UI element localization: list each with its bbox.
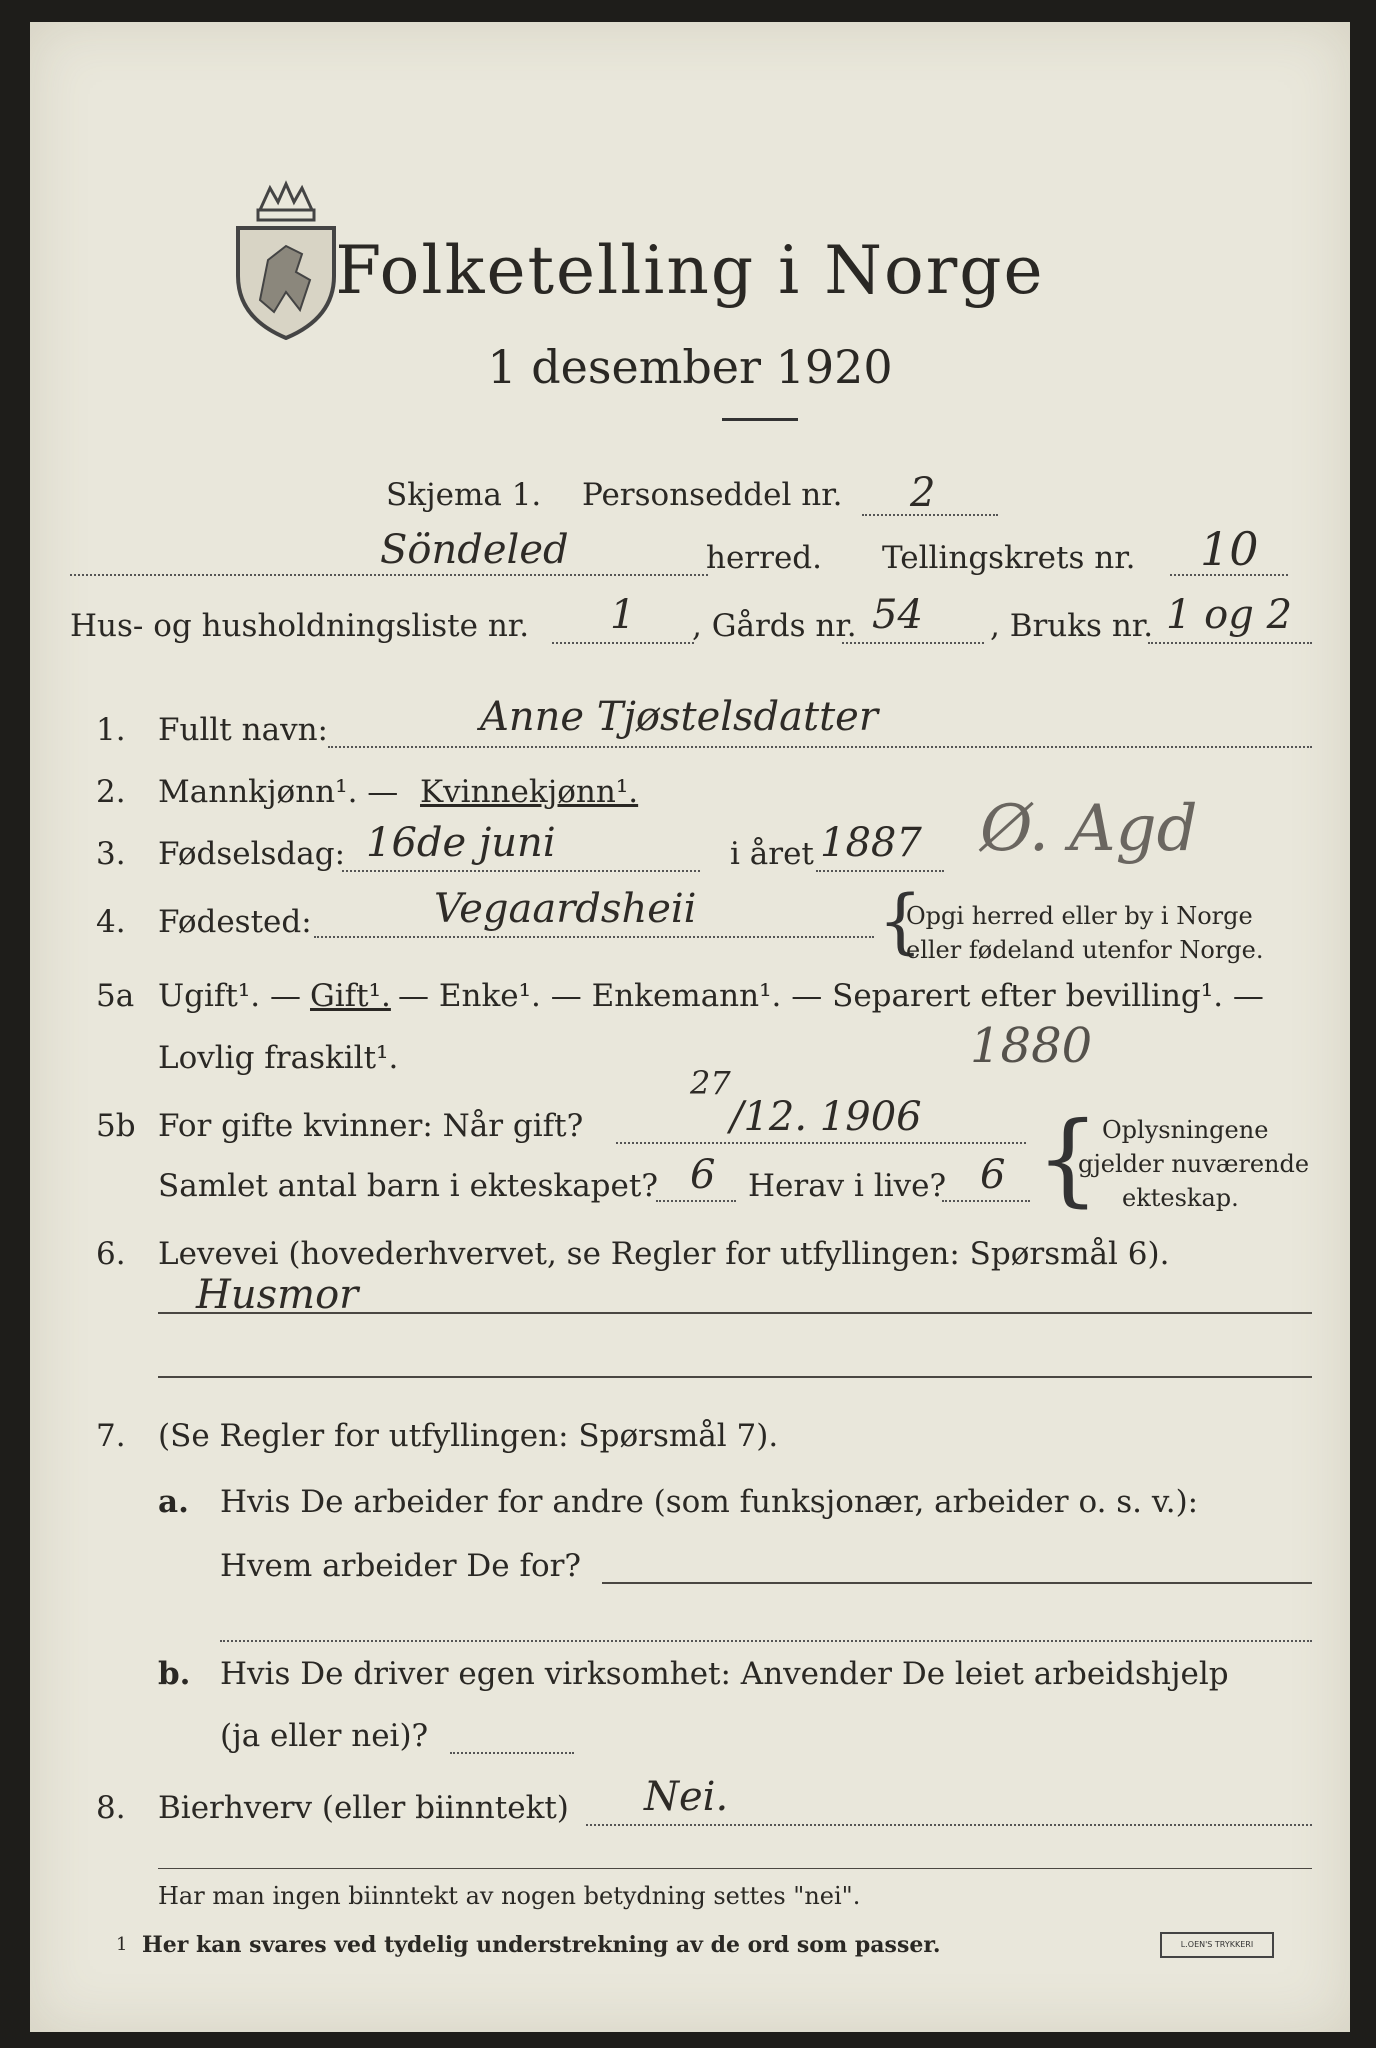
q1-label: Fullt navn: [158, 712, 328, 748]
q7a-letter: a. [158, 1484, 189, 1520]
q1-number: 1. [96, 712, 126, 748]
side-income-field[interactable]: Nei. [644, 1774, 729, 1820]
q4-note-1: Opgi herred eller by i Norge [906, 902, 1253, 930]
tellingskrets-label: Tellingskrets nr. [882, 540, 1136, 576]
q5a-other-options[interactable]: — Enke¹. — Enkemann¹. — Separert efter bevilling¹. — [398, 978, 1264, 1014]
q7-label: (Se Regler for utfyllingen: Spørsmål 7). [158, 1418, 779, 1454]
q3-pencil-annotation: Ø. Agd [980, 792, 1198, 866]
q2-female-option[interactable]: Kvinnekjønn¹. [420, 774, 639, 810]
marriage-date-field[interactable]: /12. 1906 [730, 1094, 922, 1140]
occupation-field[interactable]: Husmor [196, 1272, 359, 1318]
q5a-unmarried-option[interactable]: Ugift¹. — [158, 978, 301, 1014]
q3-year-label: i året [730, 836, 814, 872]
husliste-label: Hus- og husholdningsliste nr. [70, 608, 530, 644]
q2-number: 2. [96, 774, 126, 810]
q5b-note-3: ekteskap. [1122, 1184, 1239, 1212]
herred-label: herred. [706, 540, 822, 576]
q5a-married-option[interactable]: Gift¹. [310, 978, 391, 1014]
q5b-label: For gifte kvinner: Når gift? [158, 1108, 584, 1144]
q8-label: Bierhverv (eller biinntekt) [158, 1790, 569, 1826]
q4-note-2: eller fødeland utenfor Norge. [906, 936, 1264, 964]
q5b-children-label: Samlet antal barn i ekteskapet? [158, 1168, 658, 1204]
schema-label: Skjema 1. [386, 477, 542, 513]
marriage-day-field[interactable]: 27 [690, 1064, 731, 1102]
footnote-mark: 1 [116, 1934, 128, 1955]
q5a-number: 5a [96, 978, 135, 1014]
birthplace-field[interactable]: Vegaardsheii [434, 886, 697, 932]
q7b-label-2: (ja eller nei)? [220, 1718, 429, 1754]
q3-number: 3. [96, 836, 126, 872]
q7a-label: Hvis De arbeider for andre (som funksjonær, arbeider o. s. v.): [220, 1484, 1199, 1520]
children-alive-field[interactable]: 6 [980, 1152, 1006, 1198]
full-name-field[interactable]: Anne Tjøstelsdatter [480, 694, 878, 740]
q8-number: 8. [96, 1790, 126, 1826]
birth-year-field[interactable]: 1887 [820, 820, 922, 866]
bruks-label: , Bruks nr. [990, 608, 1154, 644]
title-divider [722, 418, 798, 421]
q5b-note-1: Oplysningene [1102, 1116, 1269, 1144]
husliste-field[interactable]: 1 [610, 592, 636, 638]
employer-field[interactable] [602, 1582, 1312, 1584]
footer-note: Har man ingen biinntekt av nogen betydning settes "nei". [158, 1882, 861, 1910]
tellingskrets-field[interactable]: 10 [1200, 522, 1259, 576]
form-title: Folketelling i Norge [335, 232, 1045, 309]
q4-label: Fødested: [158, 904, 312, 940]
q5b-note-2: gjelder nuværende [1078, 1150, 1310, 1178]
census-date: 1 desember 1920 [487, 340, 893, 394]
personseddel-field[interactable]: 2 [910, 470, 936, 516]
footnote: Her kan svares ved tydelig understrekning av de ord som passer. [142, 1932, 941, 1958]
hired-help-field[interactable] [450, 1752, 574, 1754]
q5b-alive-label: Herav i live? [748, 1168, 947, 1204]
q5b-number: 5b [96, 1108, 136, 1144]
q5a-pencil-annotation: 1880 [970, 1018, 1093, 1074]
printer-stamp: L.OEN'S TRYKKERI [1160, 1932, 1274, 1958]
q7b-letter: b. [158, 1656, 191, 1692]
q4-number: 4. [96, 904, 126, 940]
personseddel-label: Personseddel nr. [582, 477, 843, 513]
census-form: Folketelling i Norge 1 desember 1920 Skjema 1. Personseddel nr. 2 Söndeled herred. Tellingskrets nr. 10 Hus- og husholdningsliste nr. 1 , Gårds nr. 54 , Bruks nr. 1 og 2 1. Fullt navn: Anne Tjøstelsdatter 2. Mannkjønn¹. — Kvinnekjønn¹. 3. Fødselsdag: 16de juni i året 1887 Ø. Agd 4. Fødested: Vegaardsheii { Opgi herred eller by i Norge eller fødeland utenfor Norge. 5a Ugift¹. — Gift¹. — Enke¹. — Enkemann¹. — Separert efter bevilling¹. — Lovlig fraskilt¹. 1880 5b For gifte kvinner: Når gift? 27 /12. 1906 Samlet antal barn i ekteskapet? 6 Herav i live? 6 { Oplysningene gjelder nuværende ekteskap. 6. Levevei (hovederhvervet, se Regler for utfyllingen: Spørsmål 6). Husmor 7. (Se Regler for utfyllingen: Spørsmål 7). a. Hvis De arbeider for andre (som funksjonær, arbeider o. s. v.): Hvem arbeider De for? b. Hvis De driver egen virksomhet: Anvender De leiet arbeidshjelp (ja eller nei)? 8. Bierhverv (eller biinntekt) Nei. Har man ingen biinntekt av nogen betydning settes "nei". 1 Her kan svares ved tydelig understrekning av de ord som passer. L.OEN'S TRYKKERI [30, 22, 1350, 2032]
children-total-field[interactable]: 6 [690, 1152, 716, 1198]
gards-label: , Gårds nr. [692, 608, 857, 644]
employer-field-2[interactable] [220, 1640, 1312, 1642]
q7a-label-2: Hvem arbeider De for? [220, 1548, 582, 1584]
q2-male-option[interactable]: Mannkjønn¹. — [158, 774, 399, 810]
q7b-label: Hvis De driver egen virksomhet: Anvender De leiet arbeidshjelp [220, 1656, 1229, 1692]
q5a-divorced-option[interactable]: Lovlig fraskilt¹. [158, 1040, 399, 1076]
gards-field[interactable]: 54 [872, 592, 923, 638]
q3-label: Fødselsdag: [158, 836, 346, 872]
q6-number: 6. [96, 1236, 126, 1272]
q7-number: 7. [96, 1418, 126, 1454]
birthday-field[interactable]: 16de juni [366, 820, 556, 866]
herred-field[interactable]: Söndeled [380, 527, 569, 573]
q6-label: Levevei (hovederhvervet, se Regler for utfyllingen: Spørsmål 6). [158, 1236, 1170, 1272]
bruks-field[interactable]: 1 og 2 [1166, 592, 1293, 638]
